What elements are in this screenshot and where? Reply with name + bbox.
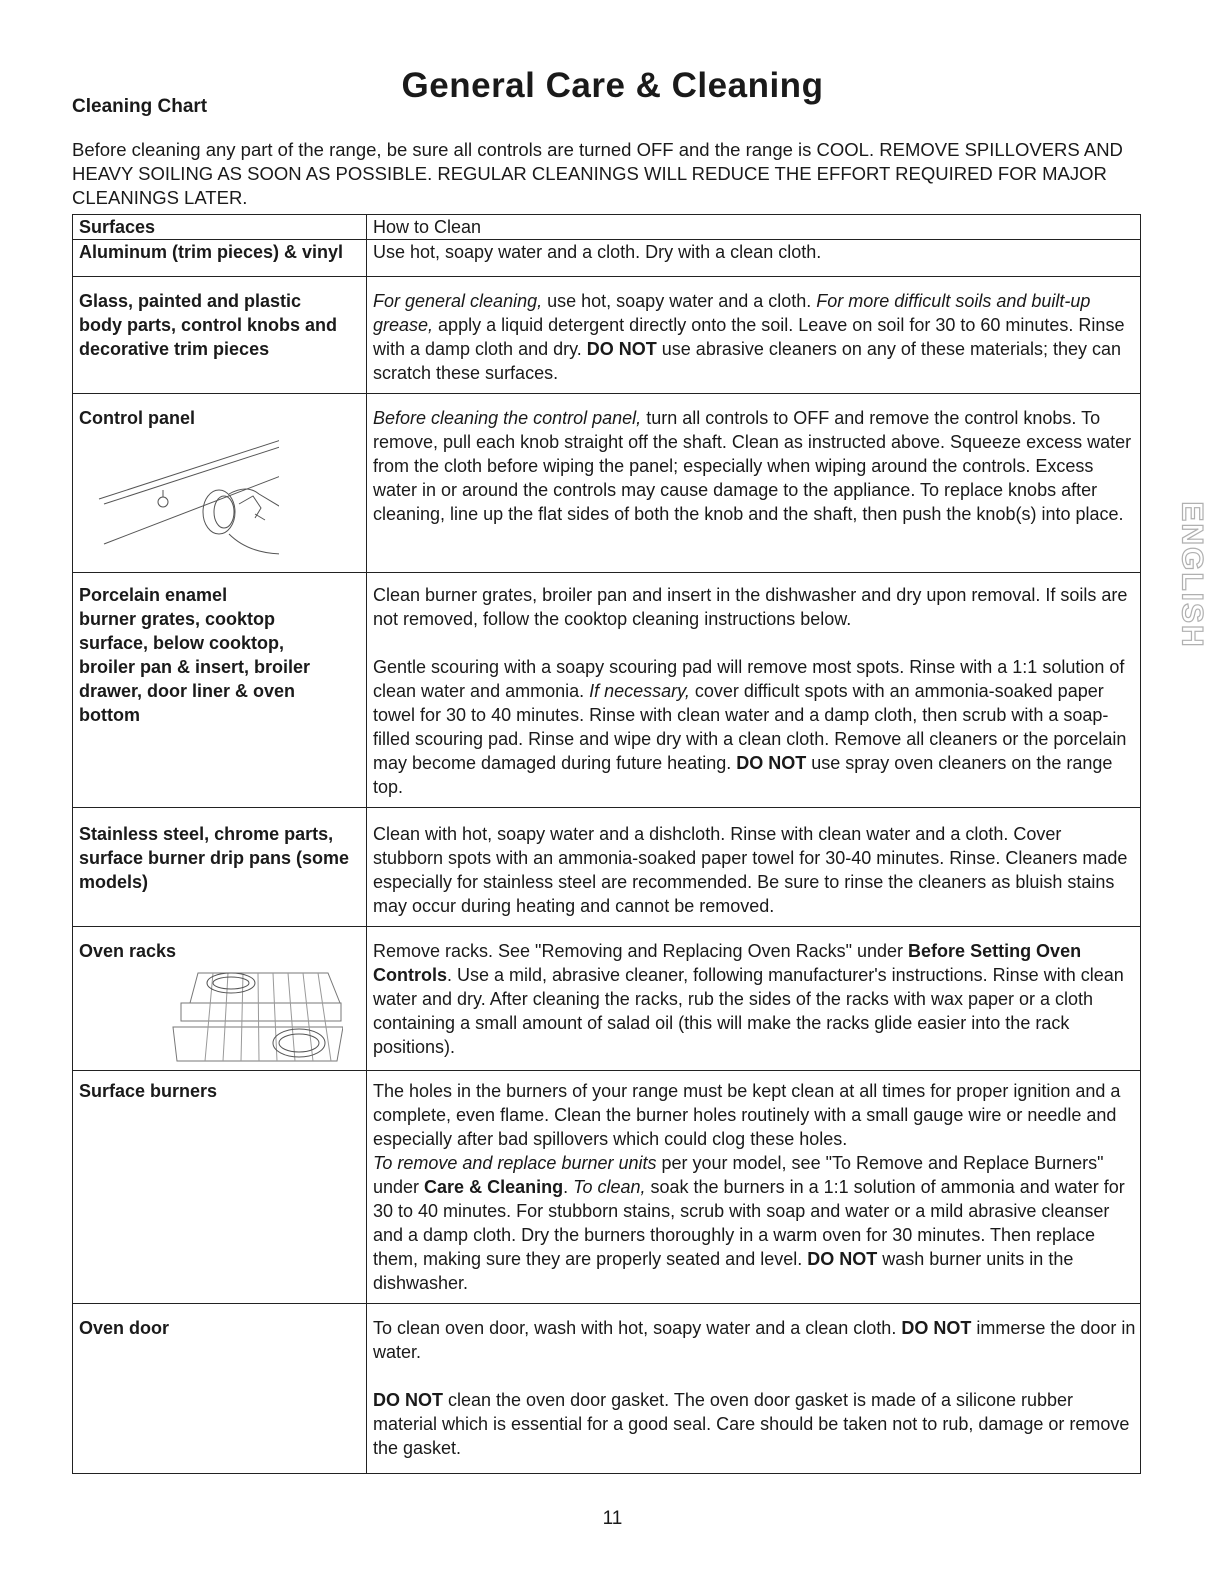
how-cell — [367, 927, 1141, 1071]
surface-name: Glass, painted and plastic body parts, control knobs and decorative trim pieces — [79, 291, 338, 359]
how-text-span: apply a liquid detergent directly onto the soil. Leave on soil for 30 to 60 minutes. Rinse with a damp cloth and dry. — [373, 315, 1125, 359]
how-text-span: use abrasive cleaners on any of these materials; they can scratch these surfaces. — [373, 339, 1122, 383]
how-text: Clean with hot, soapy water and a dishcloth. Rinse with clean water and a cloth. Cover stubborn spots with an ammonia-soaked paper towel for 30-40 minutes. Rinse. Cleaners made especially for stainless steel are recommended. Be sure to rinse the cleaners as bluish stains may occur during heating and cannot be removed. — [373, 824, 1128, 916]
how-text: Clean burner grates, broiler pan and insert in the dishwasher and dry upon removal. If soils are not removed, follow the cooktop cleaning instructions below. — [373, 585, 1128, 629]
surface-cell — [73, 240, 367, 277]
header-how-to-clean: How to Clean — [367, 215, 1141, 240]
surface-cell — [73, 573, 367, 808]
oven-rack-illustration — [73, 967, 343, 1062]
how-cell — [367, 277, 1141, 394]
table-row — [73, 1071, 1141, 1304]
how-text-span: To clean oven door, wash with hot, soapy water and a clean cloth. — [373, 1318, 902, 1338]
how-text — [373, 655, 1136, 799]
how-text — [373, 289, 1136, 385]
reference-text: Care & Cleaning — [424, 1177, 564, 1197]
table-header-row — [73, 215, 1141, 240]
surface-name: Stainless steel, chrome parts, surface burner drip pans (some models) — [79, 824, 350, 892]
section-label: Cleaning Chart — [72, 96, 208, 117]
surface-name: Control panel — [79, 408, 195, 428]
emphasis-text: To clean, — [573, 1177, 646, 1197]
how-text-span: . Use a mild, abrasive cleaner, following manufacturer's instructions. Rinse with clean water and dry. After cleaning the racks, rub the sides of the racks with wax paper or a cloth containing a small amount of salad oil (this will make the racks glide easier into the rack positions). — [373, 965, 1124, 1057]
how-text-span: cover difficult spots with an ammonia-soaked paper towel for 30 to 40 minutes. Rinse with clean water and a damp cloth, then scrub with a soap-filled scouring pad. Rinse and wipe dry with a clean cloth. Remove all cleaners or the porcelain may become damaged during future heating. — [373, 681, 1127, 773]
how-text-span: turn all controls to OFF and remove the control knobs. To remove, pull each knob straight off the shaft. Clean as instructed above. Squeeze excess water from the cloth before wiping the panel; especially when wiping around the controls. Excess water in or around the controls may cause damage to the appliance. To replace knobs after cleaning, line up the flat sides of both the knob and the shaft, then push the knob(s) into place. — [373, 408, 1132, 524]
reference-text: Before Setting Oven Controls — [373, 941, 1082, 985]
how-text — [373, 939, 1136, 1059]
emphasis-text: For general cleaning, — [373, 291, 543, 311]
how-text-span: immerse the door in water. — [373, 1318, 1136, 1362]
emphasis-text: To remove and replace burner units — [373, 1153, 657, 1173]
table-row — [73, 927, 1141, 1071]
language-label: ENGLISH — [1176, 501, 1210, 649]
language-side-tab — [1176, 500, 1210, 650]
page-title: General Care & Cleaning — [401, 66, 824, 105]
how-cell — [367, 1071, 1141, 1304]
how-text-span: per your model, see "To Remove and Replace Burners" under — [373, 1153, 1104, 1197]
cleaning-chart-table — [72, 214, 1141, 1474]
how-cell — [367, 394, 1141, 573]
surface-cell — [73, 394, 367, 573]
surface-cell — [73, 1304, 367, 1474]
header-surfaces: Surfaces — [73, 215, 367, 240]
how-text — [373, 1316, 1136, 1364]
how-cell — [367, 573, 1141, 808]
surface-cell — [73, 1071, 367, 1304]
how-text: Use hot, soapy water and a cloth. Dry with a clean cloth. — [373, 242, 822, 262]
control-knob-illustration — [79, 434, 279, 564]
how-text: The holes in the burners of your range must be kept clean at all times for proper ignition and a complete, even flame. Clean the burner holes routinely with a small gauge wire or needle and especially after bad spillovers which could clog these holes. — [373, 1081, 1121, 1149]
how-cell — [367, 808, 1141, 927]
warning-text: DO NOT — [807, 1249, 878, 1269]
intro-paragraph: Before cleaning any part of the range, be sure all controls are turned OFF and the range is COOL. REMOVE SPILLOVERS AND HEAVY SOILING AS SOON AS POSSIBLE. REGULAR CLEANINGS WILL REDUCE THE EFFORT REQUIRED FOR MAJOR CLEANINGS LATER. — [72, 139, 1123, 208]
warning-text: DO NOT — [373, 1390, 443, 1410]
table-row — [73, 573, 1141, 808]
how-text-span: Gentle scouring with a soapy scouring pad will remove most spots. Rinse with a 1:1 solution of clean water and ammonia. — [373, 657, 1125, 701]
page-number: 11 — [602, 1508, 623, 1529]
table-row — [73, 394, 1141, 573]
how-text — [373, 1151, 1136, 1295]
how-text-span: wash burner units in the dishwasher. — [373, 1249, 1074, 1293]
how-text — [373, 1388, 1136, 1460]
surface-name: Surface burners — [79, 1081, 218, 1101]
warning-text: DO NOT — [586, 339, 657, 359]
how-text-span: use spray oven cleaners on the range top. — [373, 753, 1113, 797]
surface-cell — [73, 808, 367, 927]
how-cell — [367, 1304, 1141, 1474]
surface-name: Porcelain enamel burner grates, cooktop surface, below cooktop, broiler pan & insert, broiler drawer, door liner & oven bottom — [79, 585, 311, 725]
surface-name: Aluminum (trim pieces) & vinyl — [79, 242, 344, 262]
surface-name: Oven racks — [79, 941, 177, 961]
emphasis-text: Before cleaning the control panel, — [373, 408, 642, 428]
emphasis-text: If necessary, — [589, 681, 690, 701]
surface-name: Oven door — [79, 1318, 170, 1338]
warning-text: DO NOT — [901, 1318, 972, 1338]
how-cell — [367, 240, 1141, 277]
emphasis-text: For more difficult soils and built-up grease, — [373, 291, 1091, 335]
table-row — [73, 240, 1141, 277]
how-text-span: Remove racks. See "Removing and Replacing Oven Racks" under — [373, 941, 909, 961]
surface-cell — [73, 927, 367, 1071]
how-text — [373, 406, 1136, 526]
table-row — [73, 1304, 1141, 1474]
how-text-span: . — [563, 1177, 574, 1197]
table-row — [73, 277, 1141, 394]
how-text-span: use hot, soapy water and a cloth. — [542, 291, 817, 311]
warning-text: DO NOT — [736, 753, 807, 773]
how-text-span: soak the burners in a 1:1 solution of ammonia and water for 30 to 40 minutes. For stubborn stains, scrub with soap and water or a mild abrasive cleanser and a damp cloth. Dry the burners thoroughly in a warm oven for 30 minutes. Then replace them, making sure they are properly seated and level. — [373, 1177, 1125, 1269]
table-row — [73, 808, 1141, 927]
surface-cell — [73, 277, 367, 394]
how-text-span: clean the oven door gasket. The oven door gasket is made of a silicone rubber material which is essential for a good seal. Care should be taken not to rub, damage or remove the gasket. — [373, 1390, 1130, 1458]
